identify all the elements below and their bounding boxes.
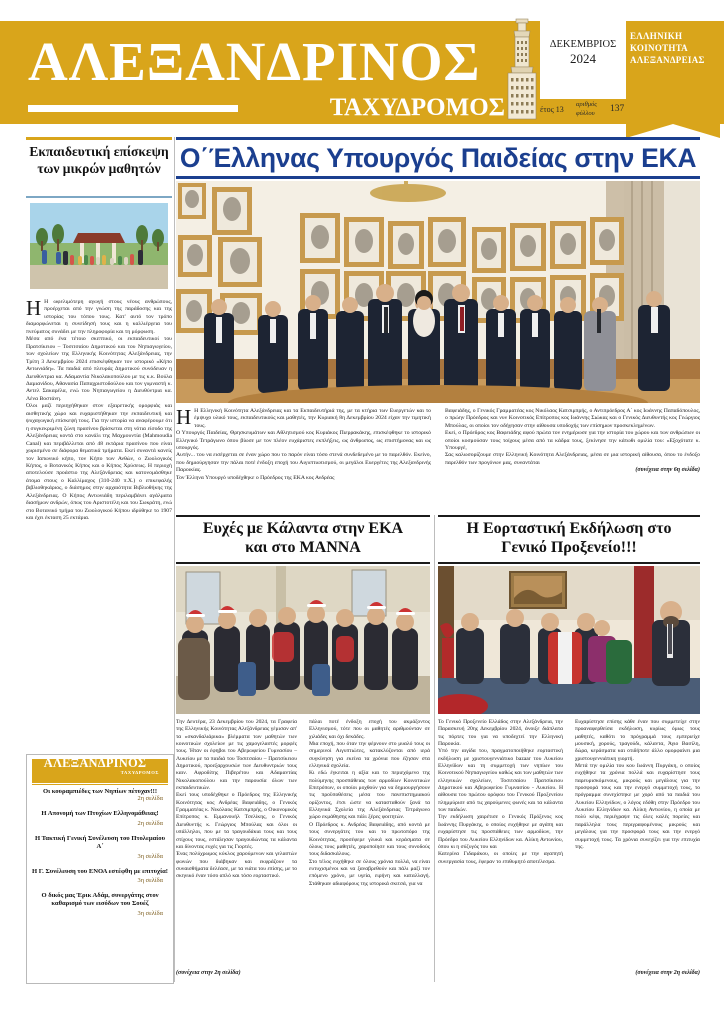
- article-headline-line-2: και στο MANNA: [245, 539, 361, 556]
- masthead-rule: [28, 105, 238, 112]
- masthead-title: ΑΛΕΞΑΝΔΡΙΝΟΣ: [28, 31, 481, 92]
- lead-headline: Ο΄Έλληνας Υπουργός Παιδείας στην ΕΚΑ: [179, 143, 697, 173]
- issue-date: [540, 38, 626, 66]
- lead-paragraph: Σας καλωσορίζουμε στην Ελληνική Κοινότητα Αλεξάνδρειας, μέσα σε μια ιστορική αίθουσα, όπου το ένδοξο παρελθόν των προγόνων μας, συναντάται: [445, 452, 700, 466]
- masthead-pennant: [626, 124, 720, 138]
- lead-continued-note: (συνέχεια στην 6η σελίδα): [635, 467, 700, 474]
- sidebar-article-body: [26, 299, 172, 729]
- index-item-page: 3η σελίδα: [137, 877, 163, 885]
- sidebar: [26, 137, 172, 982]
- masthead-tagline: ΕΝΗΜΕΡΩΤΙΚΟ ΔΕΛΤΙΟ ΠΑΡΑΡΤΗΜΑ ΤΗΣ ΛΟΓΟΔΟΣΙΑΣ ΤΗΣ ΕΛΛΗΝΙΚΗΣ ΚΟΙΝΟΤΗΤΑΣ ΑΛΕΞΑΝΔΡΕΙΑΣ: [28, 128, 267, 133]
- article-rule-top: [176, 515, 430, 517]
- article-headline-line-1: Η Εορταστική Εκδήλωση στο: [466, 520, 672, 537]
- article-headline: [176, 519, 430, 557]
- issue-info: [538, 101, 630, 121]
- article-photo: [438, 566, 700, 714]
- article-paragraph: Την εκδήλωση χαιρέτισε ο Γενικός Πρόξενος κος Ιωάννης Πυργάκης, ο οποίος ευχήθηκε με αγάπη και ευχαρίστησε τις προσπάθειες των αρμοδίων, την Πρόεδρο του Λυκείου Ελληνίδων κα. Αλίκη Αντωνίου, όπου κι η σύζυγός του και: [438, 814, 563, 850]
- article-photo: [176, 566, 430, 714]
- article-continued-note: (συνέχεια στην 2η σελίδα): [176, 970, 241, 976]
- article-body: [438, 719, 700, 964]
- article-paragraph: Κατερίνα Γιδαράκου, οι οποίες με την αγαπητή συνεργασία τους, έφεραν το επιθυμητό αποτέλεσμα.: [438, 851, 563, 865]
- article-paragraph: πάλαι ποτέ ένδοξη εποχή του ακμάζοντος Ελληνισμού, τότε που οι μαθητές αριθμούνταν σε χιλιάδες και όχι δεκάδες.: [309, 719, 430, 740]
- sidebar-paragraph: Η Η ωφελιμότερη αγωγή στους νέους ανθρώπους, προέρχεται από την γνώση της παράδοσης και της ιστορίας του τόπου τους. Κατ' αυτό τον τρόπο διαμορφώνεται η συνείδησή τους και η καλλιέργεια του πνεύματος συνάδει με την πληροφορία και τη μόρφωση.: [26, 299, 172, 335]
- community-line-3: ΑΛΕΞΑΝΔΡΕΙΑΣ: [630, 55, 705, 65]
- lighthouse-icon: [498, 15, 546, 125]
- community-name: [630, 30, 724, 66]
- index-rule: [32, 784, 168, 785]
- lead-rule-bottom: [176, 176, 700, 179]
- lead-photo: [176, 181, 700, 403]
- article-continued-note: (συνέχεια στην 2η σελίδα): [635, 970, 700, 976]
- article-rule-top: [438, 515, 700, 517]
- community-line-1: ΕΛΛΗΝΙΚΗ: [630, 31, 683, 41]
- article-paragraph: Την Δευτέρα, 23 Δεκεμβρίου του 2024, τα Γραφεία της Ελληνικής Κοινότητας Αλεξάνδρειας γέμισαν απ' τα «σκανδαλιάρικα» βλέμματα των μαθητών των κοινοτικών σχολείων με τις χαμογελαστές μορφές τους. Ήταν οι έφηβοι του Αβερωφείου Γυμνασίου – Λυκείου με τα παιδιά του Τοσιτσαίου – Πρατσίκειου Δημοτικού, προεξαρχουσών των Διευθυντριών τους καιν. Αφροδίτης Πιβερέτου και Αδαμαντίας Νικολακοπούλου και την παρουσία όλων των εκπαιδευτικών.: [176, 719, 297, 792]
- article-paragraph: Μια εποχή, που όταν την φέρνουν στο μυαλό τους οι σημερινοί Αιγυπτιώτες, κατακλύζονται από ιερά συγκίνηση για εκείνα τα χρόνια που έζησαν στα ελληνικά σχολεία.: [309, 741, 430, 770]
- article-paragraph: Ευχαρίστησε επίσης κάθε έναν που συμμετείχε στην προαναφερθείσα εκδήλωση, κυρίως όμως τους μαθητές, καθότι το πρόγραμμά τους εμπεριείχε μουσική, χορούς, τραγούδι, κάλαντα, Άγιο Βασίλη, δώρα, κεράσματα και οτιδήποτε άλλο ομορφαίνει μια χριστουγεννιάτικη γιορτή.: [575, 719, 700, 762]
- index-item[interactable]: [31, 835, 169, 860]
- issue-month: ΔΕΚΕΜΒΡΙΟΣ: [549, 39, 617, 50]
- index-item-page: 2η σελίδα: [137, 795, 163, 803]
- article-paragraph: Ένας πολύχρωμος κύκλος χαρούμενων και γελαστών φωνών που διάβηκαν και εκφράζουν τα συναισθήματα δελέασε, με τα νιάτα του επίσης, με το σκηνικό έναν τόσο απλό και τόσο εορταστικό.: [176, 851, 297, 880]
- sidebar-rule-bottom: [26, 196, 172, 198]
- article-paragraph: Στο τέλος ευχήθηκε σε όλους χρόνια πολλά, να είναι ευτυχισμένοι και να ξαναβρεθούν και πάλι μαζί τον επόμενο χρόνο, με υγεία, ειρήνη και καταλλαγή. Στάθηκαν αδιαφόρους της ιστορικά σκιτσά, για να: [309, 858, 430, 887]
- article-rule-bottom: [438, 562, 700, 564]
- index-item[interactable]: [31, 868, 169, 884]
- index-item-page: 3η σελίδα: [137, 909, 163, 917]
- lead-paragraph: Αυτήν... του να εισέρχεται σε έναν χώρο που το παρόν είναι τόσο στενά συνδεδεμένο με το παρελθόν. Εκείνο, που δημιούργησαν την πάλαι ποτέ ένδοξη εποχή του Αιγυπτιωτισμού, οι μεγάλοι Ευεργέτες της Αλεξανδρινής Παροικίας.: [176, 452, 431, 474]
- index-item-title: Ο δικός μας Έρικ Αδάμ, συνεργάτης στον καθαρισμό των εισόδων του Σουέζ: [41, 892, 159, 908]
- lead-paragraph: Εκεί, ο Πρόεδρος κος Βαφειάδης αφού πρώτα τον ενημέρωσε για την ιστορία του χώρου και των ανθρώπων οι οποίοι κοσμούσαν τους τοίχους μέσα από τα κάδρα τους, ξεκίνησε την κάτωθι ομιλία του: «Εξοχότατε κ. Υπουργέ,: [445, 430, 700, 452]
- lead-paragraph: Τον Έλληνα Υπουργό υποδέχθηκε ο Πρόεδρος της ΕΚΑ κος Ανδρέας: [176, 474, 335, 481]
- lead-rule-top: [176, 137, 700, 140]
- index-item-page: 2η σελίδα: [137, 819, 163, 827]
- issue-year: 2024: [570, 51, 596, 66]
- index-brand-title: ΑΛΕΞΑΝΔΡΙΝΟΣ: [43, 756, 147, 770]
- article-paragraph: Ο Πρόεδρος κ. Ανδρέας Βαφειάδης, από κοντά με τους συνεργάτες του και το πρωτοπόρο της Κοινότητας, προσέφερε γλυκά και κεράσματα σε όλους τους μαθητές, χαροποίησε και τους συνοδούς τους διδασκάλους.: [309, 821, 430, 858]
- article-headline-line-1: Ευχές με Κάλαντα στην ΕΚΑ: [202, 520, 404, 537]
- sidebar-dropcap: Η: [26, 299, 42, 320]
- sidebar-headline: Εκπαιδευτική επίσκεψη των μικρών μαθητών: [29, 144, 169, 176]
- issue-number: 137: [610, 104, 625, 114]
- lead-paragraph: Βαφειάδης, ο Γενικός Γραμματέας κος Νικόλαος Κατσιμπρής, ο Αντιπρόεδρος Α΄ κος Ιωάννης Παπαδόπουλος, ο πρώην Πρόεδρος και νυν Κοινοτικός Επίτροπος κος Ιωάννης Σιώκας και ο Γενικός Διευθυντής κος Γεώργιος Μπούλας, οι οποίοι τον οδήγησαν στην αίθουσα υποδοχής των επίσημων προσκεκλημένων.: [445, 408, 700, 429]
- index-item[interactable]: [31, 892, 169, 917]
- index-list: [31, 788, 169, 925]
- sidebar-photo: [30, 203, 168, 289]
- article-divider: [434, 515, 435, 982]
- issue-number-label: αριθμός φύλλου: [576, 101, 597, 117]
- lead-paragraph: Η Η Ελληνική Κοινότητα Αλεξάνδρειας και τα Εκπαιδευτήριά της, με τα κτήρια των Ευεργετών και το έμψυχο υλικό τους, εκπαιδευτικούς και μαθητές, την Κυριακή 8η Δεκεμβρίου 2024 είχαν την τιμητική τους.: [176, 405, 431, 429]
- article-paragraph: Κι εδώ έγκειται η αξία και το περιεχόμενο της πολύμηνης προσπάθειας των αρμοδίων Κοινοτικών Επιτρόπων, οι οποίοι μοχθούν για να δημιουργήσουν τις προϋποθέσεις μέσα του πανεπιστημιακού ορίζοντος, έτσι ώστε να κατασταθούν ξανά τα Ελληνικά Σχολεία της Αλεξάνδρειας Τετράγωνο χώρο εκμάθησης και πάλι ξέρες φοιτητών.: [309, 770, 430, 821]
- article-headline-line-2: Γενικό Προξενείο!!!: [501, 539, 637, 556]
- index-item-page: 3η σελίδα: [137, 852, 163, 860]
- article-paragraph: Εκεί τους υποδέχθηκε ο Πρόεδρος της Ελληνικής Κοινότητας κος Ανδρέας Βαφειάδης, ο Γενικός Γραμματέας κ. Νικόλαος Κατσιμπρής, ο Οικονομικός Επίτροπος κ. Εμμανουήλ Τσελίκης, ο Γενικός Διευθυντής κ. Γεώργιος Μπούλας και όλοι οι υπάλληλοι, που με τα τραγουδάκια τους και τους στίχους τους, εστάλησαν τραγουδώντας τα κάλαντα και δίνοντας ευχές για τις Γιορτές.: [176, 792, 297, 850]
- index-item[interactable]: [31, 810, 169, 826]
- community-line-2: ΚΟΙΝΟΤΗΤΑ: [630, 43, 688, 53]
- index-box: [26, 754, 174, 984]
- index-item-title: Η Τακτική Γενική Συνέλευση του Πτολεμαίου Α΄: [34, 834, 166, 851]
- index-item-title: Η Απονομή των Πτυχίων Ελληνομάθειας!: [41, 810, 159, 818]
- issue-year-label: έτος 13: [540, 105, 564, 114]
- index-item-title: Η Γ. Συνέλευση του ΕΝΟΑ εστέφθη με επιτυχία!: [32, 867, 168, 875]
- article-paragraph: Υπό την αιγίδα του, πραγματοποιήθηκε εορταστική εκδήλωση με χριστουγεννιάτικο bazaar του Λυκείου Ελληνίδων και τη συμμετοχή των νηπίων του Κοινοτικού Νηπιαγωγείου καθώς και των μαθητών των ελληνικών σχολείων, Τοσιτσαίου Πρατσίκειου Δημοτικού και Αβερωφείου Γυμνασίου - Λυκείου. Η αίθουσα του πρώτου ορόφου του Γενικού Προξενείου πλημμύρισε από τις χαρούμενες φωνές και τα κάλαντα των παιδιών.: [438, 748, 563, 814]
- article-body: [176, 719, 430, 964]
- index-item-title: Οι κουραμπιέδες των Νηπίων πέτυχαν!!!: [42, 788, 158, 795]
- article-paragraph: Μετά την ομιλία του κου Ιωάννη Πυργάκη, ο οποίος ευχήθηκε τα χρόνια πολλά και ευχαρίστησε τους παρευρισκόμενους, μικρούς και μεγάλους για την προσφορά τους και την ενεργό συμμετοχή τους, το πρόγραμμα συνεχίστηκε με χορό από τα παιδιά του Λυκείου Ελληνίδων, ο λόγος εδόθη στην Πρόεδρο του Λυκείου Ελληνίδων κα. Αλίκη Αντωνίου, η οποία με πολύ κέφι, περιέγραψε τις όλες καλές πορείες και παράλληλα τους περιγραφομένους μικρούς και μεγάλους για την προσφορά τους και την ενεργό συμμετοχή τους. Τα χρόνια συνεχίζει για την επιτυχία της.: [575, 763, 700, 850]
- article-paragraph: Το Γενικό Προξενείο Ελλάδος στην Αλεξάνδρεια, την Παρασκευή 20ης Δεκεμβρίου 2024, άνοιξε διάπλατα τις πόρτες του για να υποδεχτεί την Ελληνική Παροικία.: [438, 719, 563, 748]
- article-rule-bottom: [176, 562, 430, 564]
- article-headline: [438, 519, 700, 557]
- index-brand-subtitle: ΤΑΧΥΔΡΟΜΟΣ: [120, 770, 159, 775]
- masthead-subtitle: ΤΑΧΥΔΡΟΜΟΣ: [329, 94, 505, 121]
- lead-article-body: [176, 405, 700, 508]
- lead-dropcap: Η: [176, 405, 192, 429]
- lead-paragraph: Ο Υπουργός Παιδείας, Θρησκευμάτων και Αθλητισμού κος Κυριάκος Πιερρακάκης, επισκέφθηκε το ιστορικό Ελληνικό Τετράγωνο όπου βίωσε με τον πλέον ευχάριστες εκπλήξεις, ως άνθρωπος, ως επιστήμονας και ως υπουργός.: [176, 430, 431, 452]
- sidebar-paragraph: Όλοι μαζί περιηγήθηκαν στον εξαιρετικής ομορφιάς και αισθητικής χώρο και ευχαριστήθηκαν την εκπαιδευτική και ψυχαγωγική επίσκεψή τους. Για την ιστορία να αναφέρουμε ότι η συγκεκριμένη ζώνη πρασίνου βρίσκεται στη νότια είσοδο της Αλεξάνδρειας κοντά στο κανάλι της Μαχμουντία (Mahmoudia Canal) και περιβάλλεται από 48 εκτάρια πρασίνου που είναι χωρισμένο σε διάφορα θεματικά τμήματα. Εκεί συναντά κανείς τον Ιαπωνικό κήπο, τον Κήπο των Ανθών, ο Ζωολογικός Κήπος, ο Βοτανικός Κήπος και ο Κήπος Χρύσεως. Η περιοχή αποτελούσε προάστιο της Αλεξάνδρειας και κατονομάσθηκε άτομα στους ο Καλλίμαχος (310-240 π.Χ.) ο επικεφαλής βιβλιοθηκάριος, ο διάσημος στην αρχαιότητα Βιβλιοθήκης της Αλεξάνδρειας. Ο Κήπος Αντωνιάδη περιλαμβάνει αγάλματα διασήμων ανδρών, όπως του Αριστοτέλη και του Σωκράτη, ενώ στο Βοτανικό τμήμα του Ζωολογικού Κήπου ιδρύθηκε το 1907 και έχει έκταση 25 εκτάρια.: [26, 403, 172, 522]
- index-item[interactable]: [31, 788, 169, 802]
- column-divider: [174, 137, 175, 982]
- sidebar-paragraph: Μέσα από ένα τέτοιο σκεπτικό, οι εκπαιδευτικοί του Πρατσίκειου – Τοσιτσαίου Δημοτικού και του Νηπιαγωγείου, των σχολείων της Ελληνικής Κοινότητας Αλεξάνδρειας, την Τρίτη 3 Δεκεμβρίου 2024 επισκέφθηκαν τον ιστορικό «Κήπο Αντωνιάδη». Τα παιδιά από πλευράς Δημοτικού συνόδευαν η Διευθύντρια κα. Αδαμαντία Νικολακοπούλου με τις κ.κ. Βούλα Δαμιανίδου, Αθανασία Παπαχριστοδούλου και τον γυμναστή κ. Αντελ Σακαρέλα, ενώ του Νηπιαγωγείου η Διευθύντρια κα. Λένα Βοστάνη.: [26, 336, 172, 402]
- sidebar-rule-top: [26, 137, 172, 140]
